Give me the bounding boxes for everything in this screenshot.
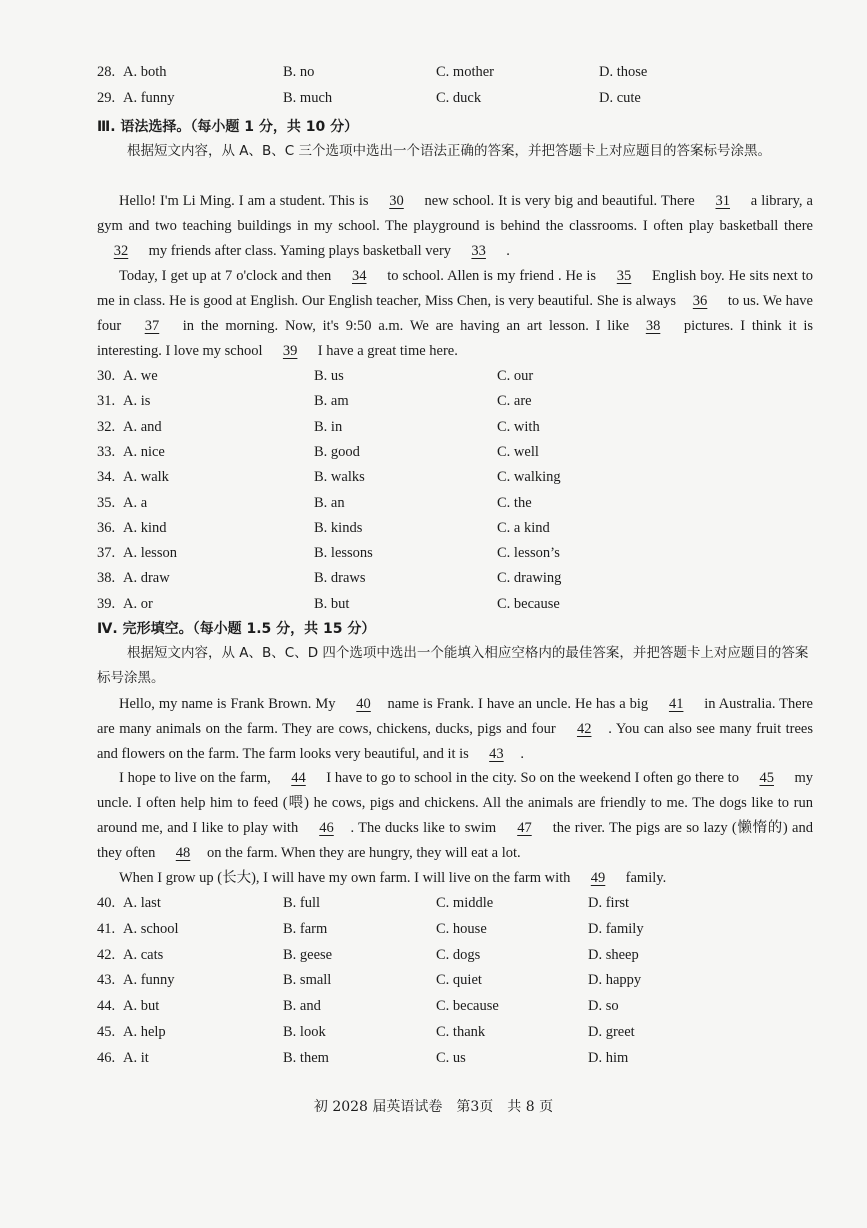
passage-text: . bbox=[520, 746, 525, 762]
blank-41: 41 bbox=[668, 696, 684, 712]
option-a: A. it bbox=[123, 1049, 149, 1066]
option-c: C. middle bbox=[436, 895, 494, 911]
option-c: C. the bbox=[497, 494, 532, 511]
passage-text: in Australia. There are many animals on the farm. They are cows, chickens, ducks, pigs and four bbox=[97, 696, 813, 737]
option-row bbox=[97, 947, 817, 969]
option-c: C. us bbox=[436, 1049, 466, 1066]
option-row bbox=[97, 393, 817, 415]
option-row bbox=[97, 972, 817, 994]
passage-text: a library, a gym and two teaching buildings in my school. The playground is behind the classrooms. I often play basketball there bbox=[97, 193, 813, 234]
option-b: B. and bbox=[283, 998, 321, 1015]
passage-text: on the farm. When they are hungry, they will eat a lot. bbox=[207, 845, 521, 861]
section-4-paragraph-1 bbox=[97, 692, 813, 767]
section-4-instruction: 根据短文内容，从 A、B、C、D 四个选项中选出一个能填入相应空格内的最佳答案，并把答题卡上对应题目的答案标号涂黑。 bbox=[97, 645, 809, 686]
option-c: C. our bbox=[497, 368, 534, 384]
question-number: 29. bbox=[97, 90, 116, 106]
blank-49: 49 bbox=[590, 870, 606, 886]
option-d: D. greet bbox=[588, 1024, 635, 1040]
blank-35: 35 bbox=[616, 268, 632, 284]
option-row-28 bbox=[97, 64, 817, 86]
option-a: A. and bbox=[123, 418, 162, 435]
question-number: 28. bbox=[97, 64, 116, 80]
option-d: D. him bbox=[588, 1049, 629, 1066]
page-footer: 初 2028 届英语试卷 第3页 共 8 页 bbox=[313, 1099, 554, 1115]
option-row bbox=[97, 545, 817, 567]
option-c: C. house bbox=[436, 920, 487, 937]
question-number: 32. bbox=[97, 418, 116, 435]
option-a: A. but bbox=[123, 998, 160, 1015]
option-row bbox=[97, 419, 817, 441]
blank-38: 38 bbox=[645, 318, 661, 334]
passage-text: . bbox=[502, 243, 510, 259]
passage-text: family. bbox=[622, 870, 667, 886]
blank-31: 31 bbox=[715, 193, 730, 209]
option-row bbox=[97, 520, 817, 542]
option-c: C. are bbox=[497, 393, 532, 410]
passage-text: the river. The pigs are so lazy (懒惰的) and they often bbox=[97, 820, 813, 861]
blank-37: 37 bbox=[144, 318, 160, 334]
blank-40: 40 bbox=[356, 696, 371, 712]
section-3-title: Ⅲ. 语法选择。（每小题 1 分，共 10 分） bbox=[97, 119, 359, 135]
question-number: 40. bbox=[97, 895, 116, 911]
option-c: C. well bbox=[497, 443, 539, 460]
passage-text: When I grow up (长大), I will have my own farm. I will live on the farm with bbox=[119, 870, 575, 886]
option-b: B. am bbox=[314, 393, 349, 410]
option-b: B. geese bbox=[283, 946, 333, 963]
option-a: A. funny bbox=[123, 90, 175, 106]
passage-text: I have a great time here. bbox=[314, 343, 458, 359]
passage-text: Today, I get up at 7 o'clock and then bbox=[119, 268, 336, 284]
question-number: 41. bbox=[97, 920, 116, 937]
passage-text: English boy. He sits next to me in class. He is good at English. Our English teacher, Miss Chen, is very beautiful. She is always bbox=[97, 268, 814, 309]
option-c: C. quiet bbox=[436, 972, 482, 989]
passage-text: to us. We have four bbox=[97, 293, 813, 334]
option-b: B. walks bbox=[314, 469, 365, 486]
option-b: B. them bbox=[283, 1049, 329, 1066]
option-a: A. we bbox=[123, 368, 158, 384]
option-a: A. is bbox=[123, 393, 151, 410]
option-c: C. walking bbox=[497, 469, 561, 486]
blank-47: 47 bbox=[517, 820, 532, 836]
blank-34: 34 bbox=[352, 268, 367, 284]
question-number: 44. bbox=[97, 998, 116, 1015]
passage-text: name is Frank. I have an uncle. He has a big bbox=[387, 696, 653, 712]
option-d: D. first bbox=[588, 895, 630, 911]
option-c: C. with bbox=[497, 418, 540, 435]
section-4-title: Ⅳ. 完形填空。（每小题 1.5 分，共 15 分） bbox=[97, 621, 376, 637]
option-d: D. cute bbox=[599, 90, 641, 106]
blank-48: 48 bbox=[175, 845, 191, 861]
option-c: C. dogs bbox=[436, 946, 481, 963]
option-b: B. draws bbox=[314, 570, 366, 587]
option-a: A. both bbox=[123, 64, 167, 80]
passage-text: new school. It is very big and beautiful. There bbox=[420, 193, 699, 209]
option-a: A. cats bbox=[123, 946, 164, 963]
option-a: A. nice bbox=[123, 443, 165, 460]
option-b: B. farm bbox=[283, 920, 328, 937]
option-row bbox=[97, 495, 817, 517]
option-c: C. because bbox=[497, 595, 560, 612]
passage-text: my friends after class. Yaming plays basketball very bbox=[145, 243, 455, 259]
blank-30: 30 bbox=[389, 193, 404, 209]
question-number: 39. bbox=[97, 595, 116, 612]
question-number: 37. bbox=[97, 545, 116, 562]
question-number: 36. bbox=[97, 519, 116, 536]
section-4-paragraph-2 bbox=[97, 766, 813, 866]
option-row bbox=[97, 1024, 817, 1046]
option-d: D. sheep bbox=[588, 946, 639, 963]
option-row bbox=[97, 469, 817, 491]
question-number: 42. bbox=[97, 946, 116, 963]
passage-text: in the morning. Now, it's 9:50 a.m. We are having an art lesson. I like bbox=[175, 318, 630, 334]
option-b: B. much bbox=[283, 90, 333, 106]
option-a: A. draw bbox=[123, 570, 170, 587]
option-d: D. so bbox=[588, 998, 619, 1015]
option-row bbox=[97, 895, 817, 917]
blank-46: 46 bbox=[319, 820, 334, 836]
option-d: D. family bbox=[588, 920, 644, 937]
passage-text: to school. Allen is my friend . He is bbox=[383, 268, 601, 284]
question-number: 30. bbox=[97, 368, 116, 384]
passage-text: my uncle. I often help him to feed (喂) he cows, pigs and chickens. All the animals are friendly to me. The dogs like to run around me, and I like to play with bbox=[97, 770, 813, 836]
blank-32: 32 bbox=[113, 243, 129, 259]
blank-44: 44 bbox=[291, 770, 306, 786]
option-b: B. good bbox=[314, 443, 360, 460]
blank-42: 42 bbox=[576, 721, 592, 737]
option-row bbox=[97, 1050, 817, 1072]
question-number: 43. bbox=[97, 972, 116, 989]
blank-45: 45 bbox=[759, 770, 774, 786]
option-row-29 bbox=[97, 90, 817, 112]
option-row bbox=[97, 998, 817, 1020]
passage-text: Hello, my name is Frank Brown. My bbox=[119, 696, 340, 712]
option-a: A. help bbox=[123, 1024, 166, 1040]
blank-36: 36 bbox=[692, 293, 708, 309]
option-b: B. us bbox=[314, 368, 344, 384]
question-number: 31. bbox=[97, 393, 116, 410]
option-d: D. happy bbox=[588, 972, 642, 989]
question-number: 45. bbox=[97, 1024, 116, 1040]
option-a: A. school bbox=[123, 920, 179, 937]
option-b: B. kinds bbox=[314, 519, 363, 536]
option-row bbox=[97, 596, 817, 618]
question-number: 38. bbox=[97, 570, 116, 587]
section-3-instruction: 根据短文内容，从 A、B、C 三个选项中选出一个语法正确的答案，并把答题卡上对应题目的答案标号涂黑。 bbox=[127, 143, 772, 159]
option-row bbox=[97, 921, 817, 943]
option-c: C. lesson’s bbox=[497, 545, 560, 562]
option-b: B. in bbox=[314, 418, 343, 435]
option-c: C. drawing bbox=[497, 570, 562, 587]
option-a: A. funny bbox=[123, 972, 175, 989]
blank-43: 43 bbox=[489, 746, 504, 762]
option-b: B. but bbox=[314, 595, 350, 612]
option-c: C. because bbox=[436, 998, 499, 1015]
option-row bbox=[97, 444, 817, 466]
blank-39: 39 bbox=[282, 343, 298, 359]
passage-text: I hope to live on the farm, bbox=[119, 770, 275, 786]
option-c: C. a kind bbox=[497, 519, 550, 536]
question-number: 35. bbox=[97, 494, 116, 511]
option-b: B. small bbox=[283, 972, 332, 989]
option-c: C. mother bbox=[436, 64, 494, 80]
option-b: B. lessons bbox=[314, 545, 373, 562]
passage-text: I have to go to school in the city. So on the weekend I often go there to bbox=[322, 770, 743, 786]
option-c: C. thank bbox=[436, 1024, 486, 1040]
option-a: A. walk bbox=[123, 469, 169, 486]
passage-text: . You can also see many fruit trees and flowers on the farm. The farm looks very beautiful, and it is bbox=[97, 721, 813, 762]
passage-text: Hello! I'm Li Ming. I am a student. This is bbox=[119, 193, 373, 209]
question-number: 33. bbox=[97, 443, 116, 460]
option-a: A. kind bbox=[123, 519, 167, 536]
question-number: 46. bbox=[97, 1049, 116, 1066]
option-c: C. duck bbox=[436, 90, 482, 106]
question-number: 34. bbox=[97, 469, 116, 486]
option-a: A. or bbox=[123, 595, 153, 612]
passage-text: . The ducks like to swim bbox=[350, 820, 501, 836]
option-row bbox=[97, 570, 817, 592]
section-3-paragraph-2 bbox=[97, 264, 813, 364]
option-a: A. last bbox=[123, 895, 161, 911]
option-b: B. full bbox=[283, 895, 321, 911]
option-row bbox=[97, 368, 817, 390]
section-3-paragraph-1 bbox=[97, 189, 813, 264]
option-b: B. an bbox=[314, 494, 345, 511]
blank-33: 33 bbox=[471, 243, 486, 259]
section-4-paragraph-3 bbox=[97, 866, 813, 891]
option-b: B. no bbox=[283, 64, 315, 80]
option-d: D. those bbox=[599, 64, 648, 80]
option-b: B. look bbox=[283, 1024, 326, 1040]
passage-text: pictures. I think it is interesting. I love my school bbox=[97, 318, 813, 359]
option-a: A. a bbox=[123, 494, 148, 511]
option-a: A. lesson bbox=[123, 545, 177, 562]
